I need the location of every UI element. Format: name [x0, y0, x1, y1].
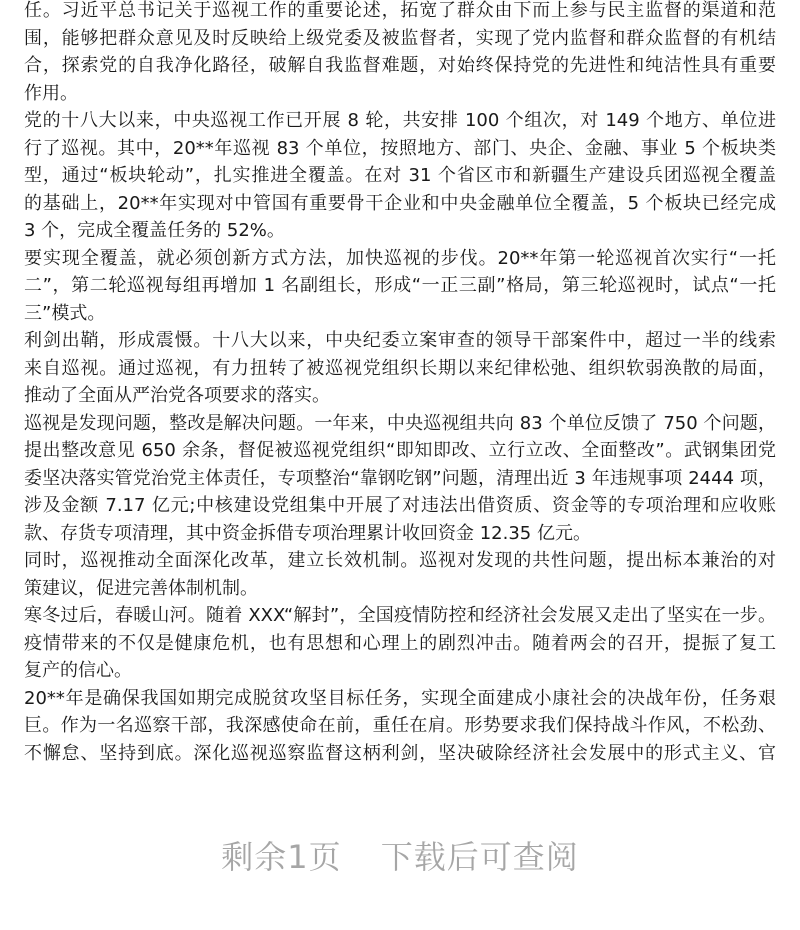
text-line: 三”模式。: [24, 302, 106, 324]
text-line: 款、存货专项清理，其中资金拆借专项治理累计收回资金 12.35 亿元。: [24, 522, 591, 544]
paragraph: [24, 602, 776, 685]
text-line: 作用。: [24, 82, 78, 104]
paragraph: [24, 685, 776, 768]
text-line: 围，能够把群众意见及时反映给上级党委及被监督者，实现了党内监督和群众监督的有机结: [24, 27, 776, 49]
paragraph: [24, 327, 776, 410]
text-line: 型，通过“板块轮动”，扎实推进全覆盖。在对 31 个省区市和新疆生产建设兵团巡视全覆盖: [24, 165, 776, 186]
text-line: 巨。作为一名巡察干部，我深感使命在前，重任在肩。形势要求我们保持战斗作风，不松劲、: [24, 715, 776, 736]
text-line: 二”，第二轮巡视每组再增加 1 名副组长，形成“一正三副”格局，第三轮巡视时，试点“一托: [24, 275, 776, 296]
text-line: 涉及金额 7.17 亿元;中核建设党组集中开展了对违法出借资质、资金等的专项治理和应收账: [24, 495, 776, 516]
document-body: [24, 0, 776, 767]
paragraph: [24, 410, 776, 548]
text-line: 不懈怠、坚持到底。深化巡视巡察监督这柄利剑，坚决破除经济社会发展中的形式主义、官: [24, 742, 776, 764]
paragraph: [24, 107, 776, 245]
paragraph: [24, 245, 776, 328]
text-line: 任。习近平总书记关于巡视工作的重要论述，拓宽了群众由下而上参与民主监督的渠道和范: [24, 0, 776, 21]
text-line: 寒冬过后，春暖山河。随着 XXX“解封”，全国疫情防控和经济社会发展又走出了坚实在一步。: [24, 605, 776, 626]
text-line: 来自巡视。通过巡视，有力扭转了被巡视党组织长期以来纪律松弛、组织软弱涣散的局面，: [24, 357, 776, 379]
text-line: 复产的信心。: [24, 660, 132, 681]
paragraph: [24, 0, 776, 107]
text-line: 的基础上，20**年实现对中管国有重要骨干企业和中央金融单位全覆盖，5 个板块已经完成: [24, 192, 776, 214]
text-line: 要实现全覆盖，就必须创新方式方法，加快巡视的步伐。20**年第一轮巡视首次实行“一托: [24, 247, 776, 269]
text-line: 委坚决落实管党治党主体责任，专项整治“靠钢吃钢”问题，清理出近 3 年违规事项 2444 项，: [24, 467, 776, 489]
text-line: 同时，巡视推动全面深化改革，建立长效机制。巡视对发现的共性问题，提出标本兼治的对: [24, 550, 776, 571]
text-line: 巡视是发现问题，整改是解决问题。一年来，中央巡视组共向 83 个单位反馈了 750 个问题，: [24, 412, 776, 434]
text-line: 推动了全面从严治党各项要求的落实。: [24, 385, 330, 406]
paragraph: [24, 547, 776, 602]
text-line: 疫情带来的不仅是健康危机，也有思想和心理上的剧烈冲击。随着两会的召开，提振了复工: [24, 632, 776, 654]
text-line: 提出整改意见 650 余条，督促被巡视党组织“即知即改、立行立改、全面整改”。武钢集团党: [24, 440, 776, 461]
text-line: 党的十八大以来，中央巡视工作已开展 8 轮，共安排 100 个组次，对 149 个地方、单位进: [24, 110, 776, 131]
remaining-pages-text: 剩余1页: [221, 838, 342, 876]
text-line: 策建议，促进完善体制机制。: [24, 577, 258, 599]
remaining-pages-notice[interactable]: [0, 832, 800, 878]
download-to-view-link[interactable]: 下载后可查阅: [380, 838, 579, 876]
text-line: 行了巡视。其中，20**年巡视 83 个单位，按照地方、部门、央企、金融、事业 5 个板块类: [24, 137, 776, 159]
text-line: 合，探索党的自我净化路径，破解自我监督难题，对始终保持党的先进性和纯洁性具有重要: [24, 55, 776, 76]
text-line: 利剑出鞘，形成震慑。十八大以来，中央纪委立案审查的领导干部案件中，超过一半的线索: [24, 330, 776, 351]
text-line: 3 个，完成全覆盖任务的 52%。: [24, 220, 285, 241]
text-line: 20**年是确保我国如期完成脱贫攻坚目标任务，实现全面建成小康社会的决战年份，任务艰: [24, 687, 776, 709]
